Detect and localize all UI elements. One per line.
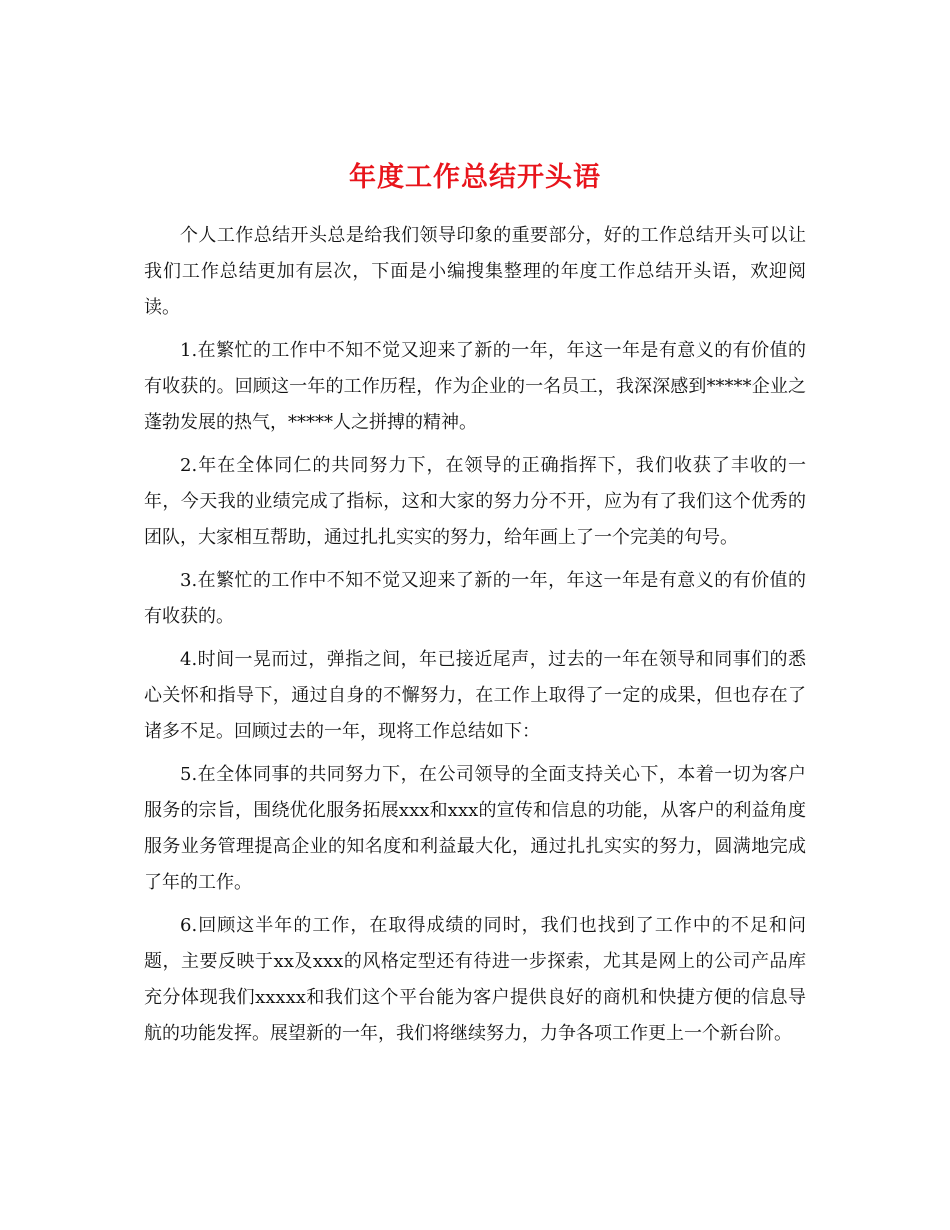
paragraph-2: 2.年在全体同仁的共同努力下，在领导的正确指挥下，我们收获了丰收的一年，今天我的业绩完成了指标，这和大家的努力分不开，应为有了我们这个优秀的团队，大家相互帮助，通过扎扎实实的努力，给年画上了一个完美的句号。 bbox=[144, 455, 806, 548]
document-title: 年度工作总结开头语 bbox=[349, 162, 601, 194]
paragraph-1: 1.在繁忙的工作中不知不觉又迎来了新的一年，年这一年是有意义的有价值的有收获的。回顾这一年的工作历程，作为企业的一名员工，我深深感到*****企业之蓬勃发展的热气，*****人之拼搏的精神。 bbox=[144, 340, 806, 433]
paragraph-5: 5.在全体同事的共同努力下，在公司领导的全面支持关心下，本着一切为客户服务的宗旨，围绕优化服务拓展xxx和xxx的宣传和信息的功能，从客户的利益角度服务业务管理提高企业的知名度和利益最大化，通过扎扎实实的努力，圆满地完成了年的工作。 bbox=[144, 764, 806, 893]
paragraph-3: 3.在繁忙的工作中不知不觉又迎来了新的一年，年这一年是有意义的有价值的有收获的。 bbox=[144, 570, 806, 627]
paragraph-intro: 个人工作总结开头总是给我们领导印象的重要部分，好的工作总结开头可以让我们工作总结更加有层次，下面是小编搜集整理的年度工作总结开头语，欢迎阅读。 bbox=[144, 225, 806, 318]
paragraph-6: 6.回顾这半年的工作，在取得成绩的同时，我们也找到了工作中的不足和问题，主要反映于xx及xxx的风格定型还有待进一步探索，尤其是网上的公司产品库充分体现我们xxxxx和我们这个平台能为客户提供良好的商机和快捷方便的信息导航的功能发挥。展望新的一年，我们将继续努力，力争各项工作更上一个新台阶。 bbox=[144, 915, 806, 1044]
paragraph-4: 4.时间一晃而过，弹指之间，年已接近尾声，过去的一年在领导和同事们的悉心关怀和指导下，通过自身的不懈努力，在工作上取得了一定的成果，但也存在了诸多不足。回顾过去的一年，现将工作总结如下： bbox=[144, 649, 806, 742]
document-body bbox=[144, 218, 806, 1059]
